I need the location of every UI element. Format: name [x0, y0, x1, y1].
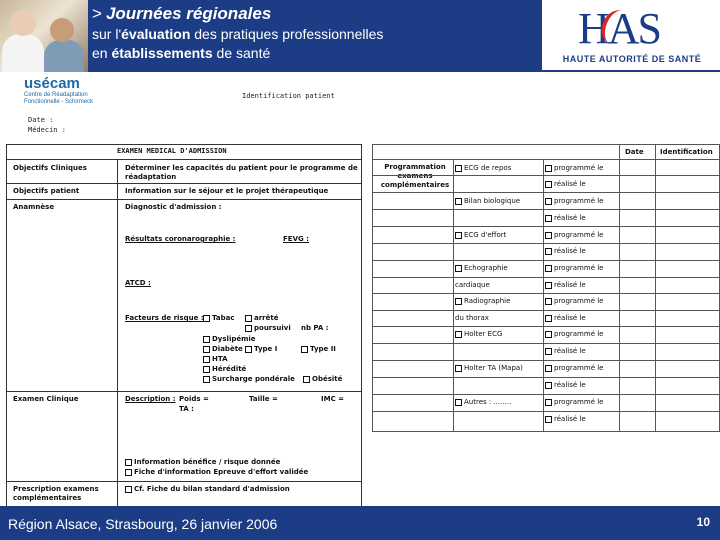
realise-6: réalisé le: [545, 347, 586, 356]
row-objectifs-patient: [7, 183, 361, 200]
exam-holter-ecg: Holter ECG: [455, 330, 502, 339]
heredite-option: Hérédité: [203, 365, 246, 374]
programmation-label: Programmation examens complémentaires: [380, 163, 450, 189]
dyslipemie-option: Dyslipémie: [203, 335, 256, 344]
obesite-option: Obésité: [303, 375, 342, 384]
programme-1: programmé le: [545, 164, 603, 173]
usecam-logo-mark: usécam: [24, 75, 80, 92]
exams-table: [372, 144, 720, 432]
date-label: Date :: [28, 116, 54, 124]
prescription-label-2: complémentaires: [13, 494, 82, 502]
realise-5: réalisé le: [545, 314, 586, 323]
arrete-option: arrêté: [245, 314, 278, 323]
has-logo-mark: HAS: [578, 4, 661, 53]
header-subtitle-line2: en établissements de santé: [92, 45, 271, 61]
header-title: Journées régionales: [105, 4, 272, 23]
objectifs-cliniques-label: Objectifs Cliniques: [13, 164, 87, 172]
programme-8: programmé le: [545, 398, 603, 407]
row-examen-clinique: [7, 391, 361, 482]
programme-7: programmé le: [545, 364, 603, 373]
tabac-option: Tabac: [203, 314, 234, 323]
programme-5: programmé le: [545, 297, 603, 306]
header-date: Date: [625, 148, 644, 156]
description-label: Description :: [125, 395, 176, 403]
objectifs-patient-value: Information sur le séjour et le projet thérapeutique: [125, 187, 329, 195]
anamnese-label: Anamnèse: [13, 203, 55, 211]
diagnostic-admission: Diagnostic d'admission :: [125, 203, 222, 211]
realise-4: réalisé le: [545, 281, 586, 290]
objectifs-cliniques-value-1: Déterminer les capacités du patient pour le programme de: [125, 164, 358, 172]
row-anamnese: [7, 199, 361, 392]
programme-4: programmé le: [545, 264, 603, 273]
admission-form: [6, 144, 362, 508]
exams-header: [373, 145, 719, 160]
resultats-coronarographie: Résultats coronarographie :: [125, 235, 236, 243]
footer-text: Région Alsace, Strasbourg, 26 janvier 2006: [8, 516, 278, 532]
exam-holter-ta: Holter TA (Mapa): [455, 364, 523, 373]
poursuivi-option: poursuivi: [245, 324, 291, 333]
type2-option: Type II: [301, 345, 336, 354]
header-photo: [0, 0, 88, 72]
header-identification: Identification: [660, 148, 713, 156]
usecam-logo: [24, 76, 114, 110]
diabete-option: Diabète: [203, 345, 243, 354]
realise-3: réalisé le: [545, 247, 586, 256]
exam-radiographie: Radiographie: [455, 297, 510, 306]
fevg-label: FEVG :: [283, 235, 309, 243]
realise-7: réalisé le: [545, 381, 586, 390]
type1-option: Type I: [245, 345, 277, 354]
facteurs-risque-label: Facteurs de risque :: [125, 314, 204, 322]
exam-thorax: du thorax: [455, 314, 489, 322]
footer-bar: [0, 506, 720, 540]
programme-6: programmé le: [545, 330, 603, 339]
objectifs-patient-label: Objectifs patient: [13, 187, 80, 195]
identification-patient: Identification patient: [242, 92, 335, 100]
surcharge-option: Surcharge pondérale: [203, 375, 295, 384]
has-logo: [540, 0, 720, 70]
examen-clinique-label: Examen Clinique: [13, 395, 79, 403]
exam-echographie: Echographie: [455, 264, 508, 273]
usecam-logo-line2: Fonctionnelle - Schirmeck: [24, 99, 94, 105]
fiche-option: Fiche d'information Epreuve d'effort validée: [125, 468, 308, 477]
exam-ecg-effort: ECG d'effort: [455, 231, 506, 240]
exam-bilan-biologique: Bilan biologique: [455, 197, 520, 206]
row-prescription: [7, 481, 361, 508]
exam-cardiaque: cardiaque: [455, 281, 490, 289]
chevron-icon: >: [92, 4, 102, 23]
header-subtitle-line1: sur l'évaluation des pratiques professionnelles: [92, 26, 384, 42]
hta-option: HTA: [203, 355, 228, 364]
taille-label: Taille =: [249, 395, 278, 403]
programme-2: programmé le: [545, 197, 603, 206]
usecam-logo-line1: Centre de Réadaptation: [24, 92, 88, 98]
exam-ecg-repos: ECG de repos: [455, 164, 511, 173]
programme-3: programmé le: [545, 231, 603, 240]
has-logo-text: HAUTE AUTORITÉ DE SANTÉ: [562, 54, 702, 64]
nb-pa-label: nb PA :: [301, 324, 329, 332]
realise-8: réalisé le: [545, 415, 586, 424]
information-option: Information bénéfice / risque donnée: [125, 458, 280, 467]
header-title-block: [92, 4, 383, 62]
prescription-label-1: Prescription examens: [13, 485, 99, 493]
realise-1: réalisé le: [545, 180, 586, 189]
form-title: EXAMEN MEDICAL D'ADMISSION: [117, 147, 227, 155]
imc-label: IMC =: [321, 395, 345, 403]
objectifs-cliniques-value-2: réadaptation: [125, 173, 177, 181]
page-number: 10: [696, 515, 710, 529]
poids-label: Poids =: [179, 395, 209, 403]
atcd-label: ATCD :: [125, 279, 151, 287]
cf-fiche-option: Cf. Fiche du bilan standard d'admission: [125, 485, 290, 494]
medecin-label: Médecin :: [28, 126, 66, 134]
ta-label: TA :: [179, 405, 194, 413]
exam-autres: Autres : ........: [455, 398, 511, 407]
realise-2: réalisé le: [545, 214, 586, 223]
